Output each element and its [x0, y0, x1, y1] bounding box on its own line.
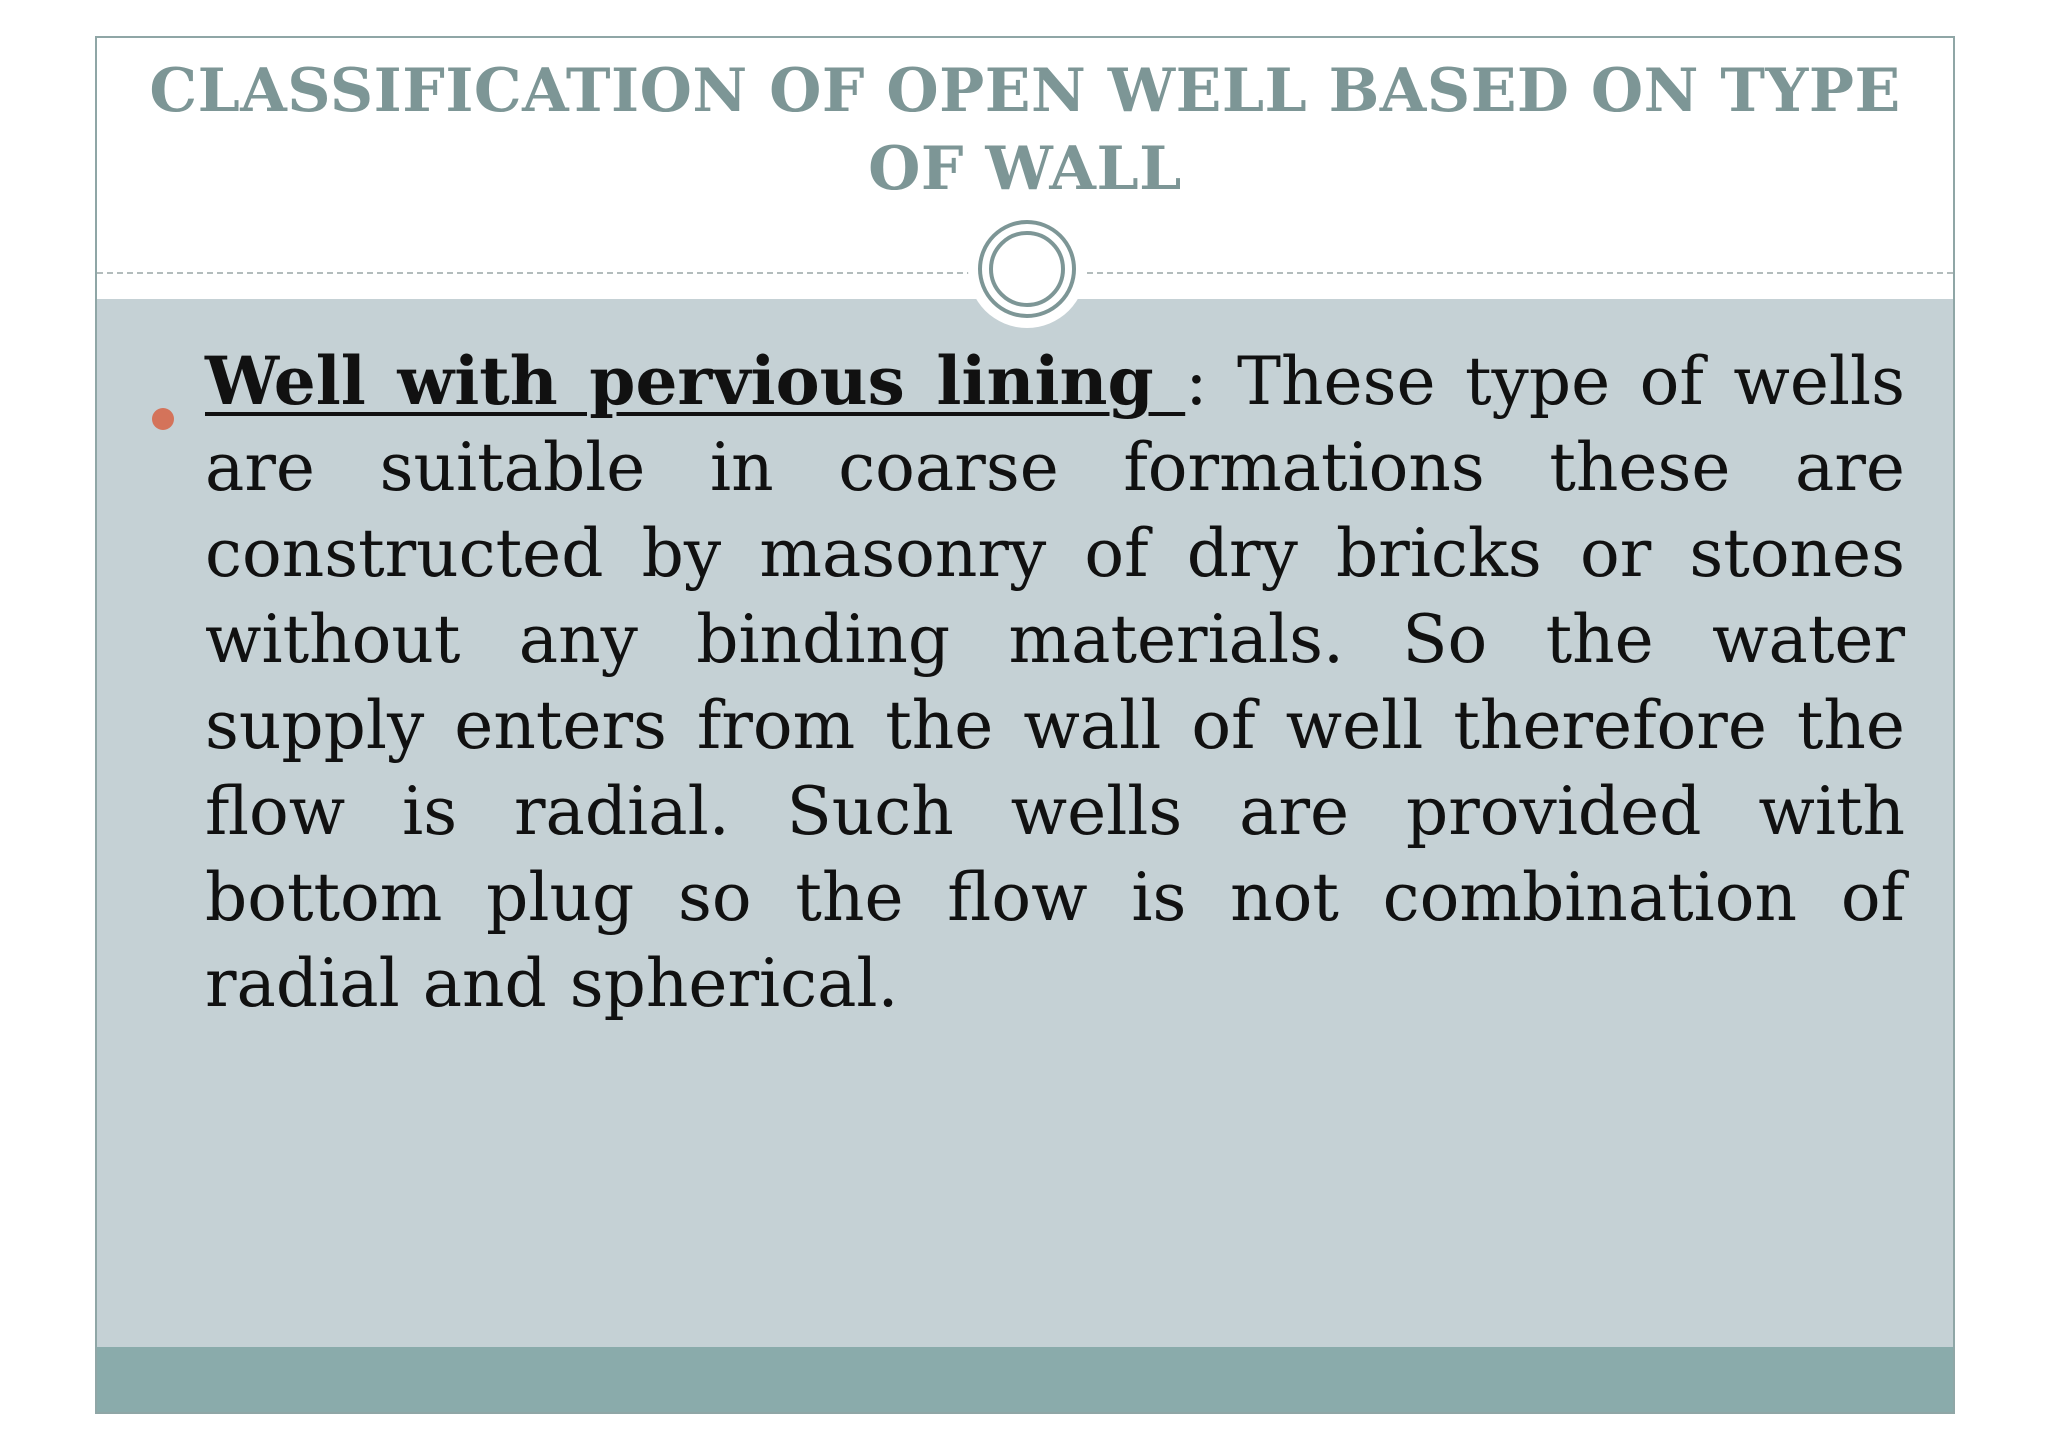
bullet-dot-icon [152, 408, 174, 430]
slide-title: CLASSIFICATION OF OPEN WELL BASED ON TYPE OF WALL [149, 56, 1901, 204]
slide [95, 36, 1955, 1414]
bullet-term: Well with pervious lining [205, 342, 1186, 420]
outer-ring [978, 220, 1076, 318]
inner-ring [989, 231, 1065, 307]
bullet-text: These type of wells are suitable in coarse formations these are constructed by masonry of dry bricks or stones without any binding materials. So the water supply enters from the wall of well therefore the flow is radial. Such wells are provided with bottom plug so the flow is not combination of radial and spherical. [205, 343, 1906, 1022]
double-circle-icon [968, 210, 1086, 328]
bullet-separator: : [1185, 343, 1237, 420]
footer-band [97, 1347, 1953, 1412]
bullet-paragraph [205, 338, 1905, 1027]
